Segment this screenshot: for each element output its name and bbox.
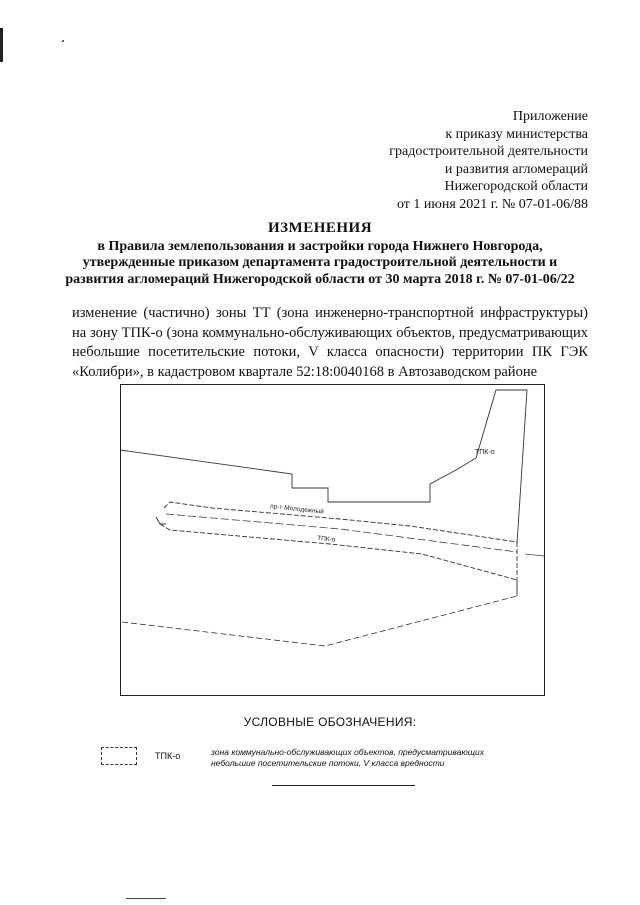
appendix-line: и развития агломераций (444, 161, 588, 177)
legend-heading: УСЛОВНЫЕ ОБОЗНАЧЕНИЯ: (243, 715, 417, 729)
legend-description: зона коммунально-обслуживающих объектов, предусматривающих небольшие посетительские потоки, V класса вредности (211, 747, 484, 768)
legend-swatch (101, 747, 137, 765)
title-heading: ИЗМЕНЕНИЯ (267, 220, 373, 236)
map-label-zone-middle: ТПК-о (316, 535, 336, 544)
zoning-map (120, 384, 545, 696)
map-drawing (120, 384, 545, 696)
appendix-line: градостроительной деятельности (389, 144, 588, 160)
document-title (40, 220, 600, 288)
map-label-zone-top: ТПК-о (475, 449, 495, 456)
footer-line (126, 898, 166, 899)
separator-line (272, 785, 415, 786)
scan-speck (62, 40, 64, 42)
title-line: в Правила землепользования и застройки города Нижнего Новгорода, (97, 238, 543, 254)
appendix-block (389, 108, 588, 214)
title-line: утвержденные приказом департамента градостроительной деятельности и (82, 255, 558, 270)
title-line: развития агломераций Нижегородской области от 30 марта 2018 г. № 07-01-06/22 (65, 271, 575, 287)
appendix-line: от 1 июня 2021 г. № 07-01-06/88 (396, 196, 588, 212)
appendix-line: Нижегородской области (444, 179, 588, 195)
map-label-street: пр-т Молодежный (269, 503, 325, 516)
appendix-line: Приложение (512, 109, 588, 124)
change-description: изменение (частично) зоны ТТ (зона инженерно-транспортной инфраструктуры) на зону ТПК-о (зона коммунально-обслуживающих объектов, предусматривающих небольшие посетительские потоки, V класса опасности) территории ПК ГЭК «Колибри», в кадастровом квартале 52:18:0040168 в Автозаводском районе (72, 305, 588, 380)
legend-code: ТПК-о (155, 751, 181, 761)
scan-edge-mark (0, 28, 3, 62)
appendix-line: к приказу министерства (445, 126, 588, 142)
